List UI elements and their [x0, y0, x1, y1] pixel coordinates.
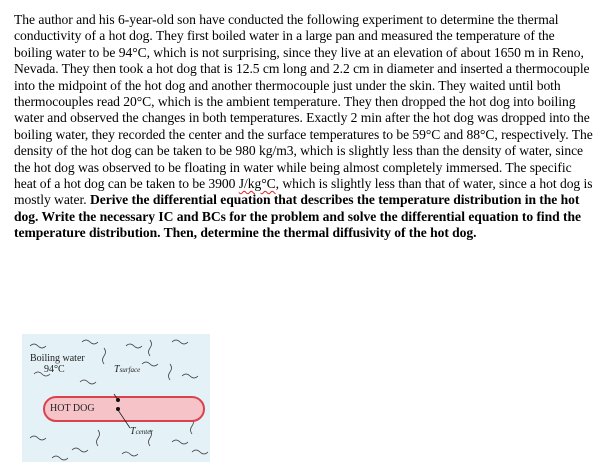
boiling-temp-label: 94°C — [44, 364, 65, 375]
problem-text — [14, 12, 596, 242]
t-surface-subscript: surface — [119, 366, 141, 374]
specific-heat-unit: J/kg°C — [238, 176, 276, 192]
boiling-water-label: Boiling water — [30, 353, 85, 364]
center-thermocouple-dot — [116, 407, 120, 411]
surface-thermocouple-dot — [116, 398, 120, 402]
problem-text-part1: The author and his 6-year-old son have conducted the following experiment to determine the thermal conductivity of a hot dog. They first boiled water in a large pan and measured the temperature of the boiling water to be 94°C, which is not surprising, since they live at an elevation of about 1650 m in Reno, Nevada. They then took a hot dog that is 12.5 cm long and 2.2 cm in diameter and inserted a thermocouple into the midpoint of the hot dog and another thermocouple just under the skin. They waited until both thermocouples read 20°C, which is the ambient temperature. They then dropped the hot dog into boiling water and observed the changes in both temperatures. Exactly 2 min after the hot dog was dropped into the boiling water, they recorded the center and the surface temperatures to be 59°C and 88°C, respectively. The density of the hot dog can be taken to be 980 kg/m3, which is slightly less than the density of water, since the hot dog was observed to be floating in water while being almost completely immersed. The specific heat of a hot dog can be taken to be 3900 — [14, 12, 593, 192]
t-center-label — [130, 426, 153, 437]
t-center-symbol: T — [130, 426, 136, 437]
t-surface-label — [114, 364, 140, 375]
t-center-subscript: center — [135, 428, 154, 436]
hot-dog-label: HOT DOG — [50, 403, 95, 414]
problem-question: Derive the differential equation that describes the temperature distribution in the hot dog. Write the necessary IC and BCs for the problem and solve the differential equation to find the temperature distribution. Then, determine the thermal diffusivity of the hot dog. — [14, 192, 582, 241]
t-surface-symbol: T — [114, 364, 120, 375]
problem-statement — [14, 12, 596, 242]
hot-dog-figure — [22, 334, 210, 462]
problem-text-part2: , which is slightly less than that of water, since a hot dog is mostly water. — [14, 176, 593, 208]
